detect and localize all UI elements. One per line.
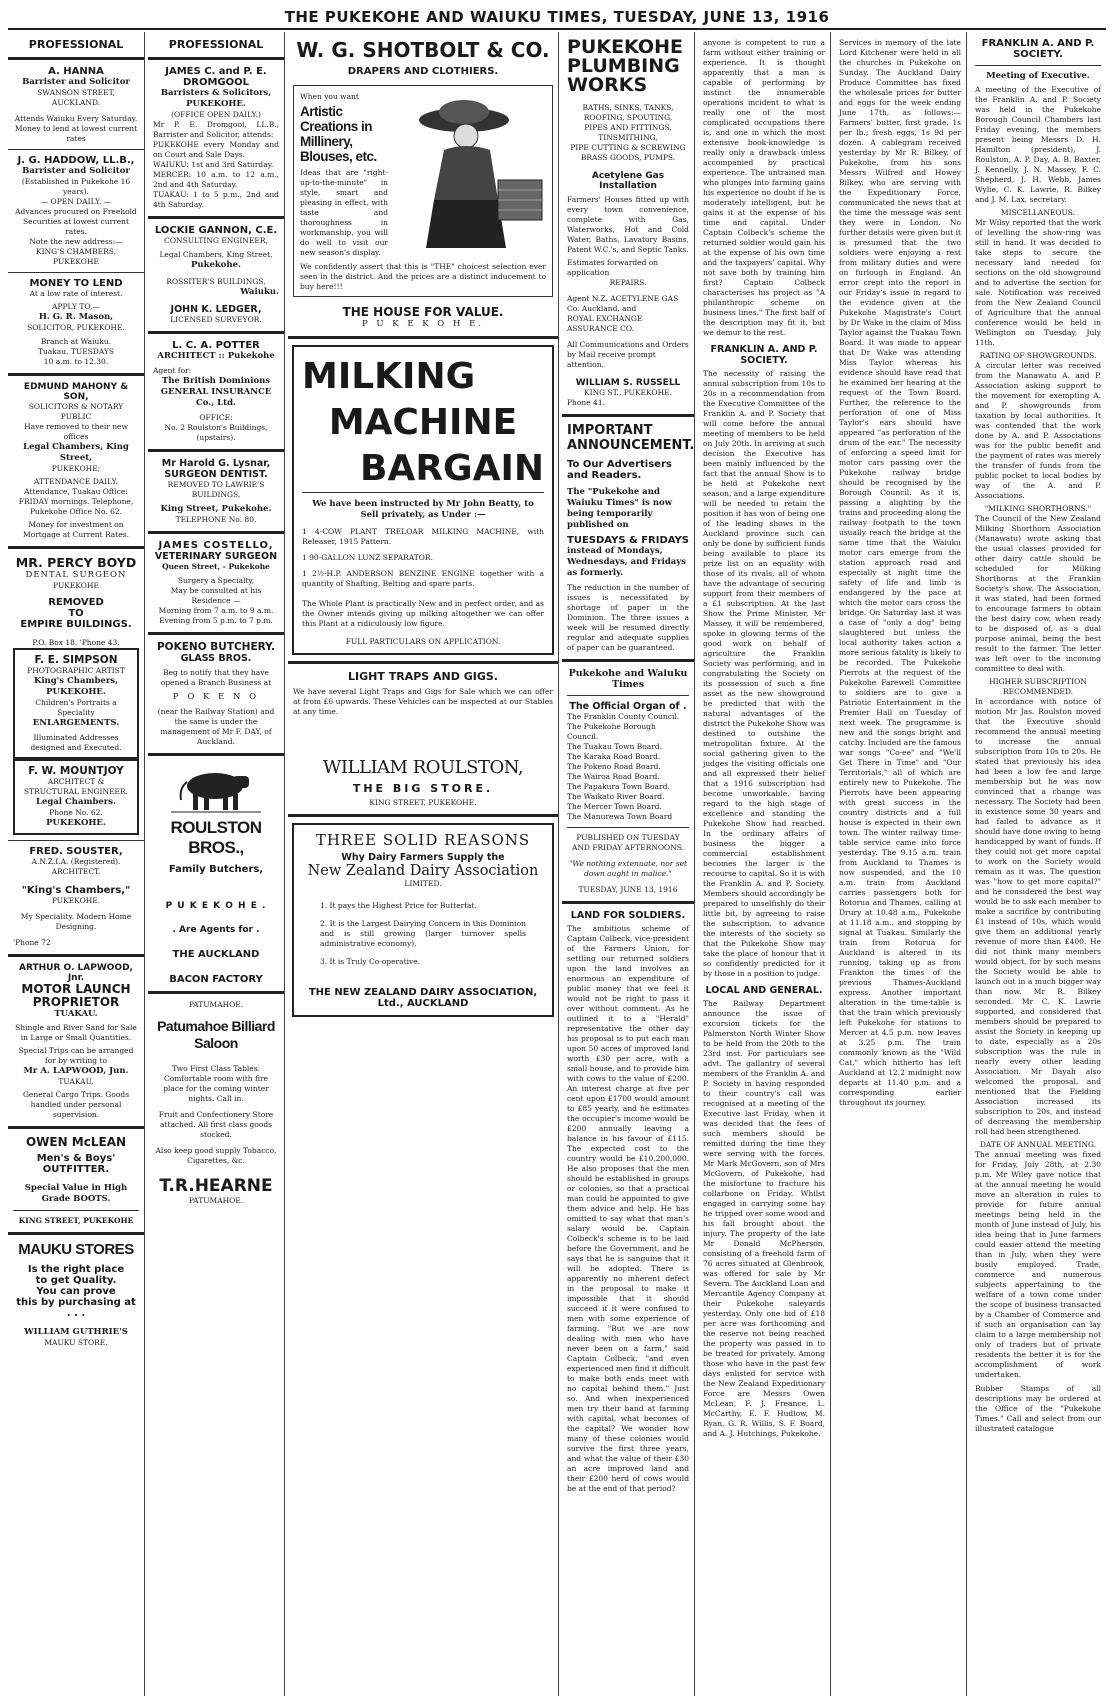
section-heading: PROFESSIONAL (28, 38, 124, 51)
shotbolt-ad-box: When you want Artistic Creations in Millinery, Blouses, etc. Ideas that are "right-up-to-the-minute" in style, smart and pleasing in effect, with taste and thoroughness in workmanship, you will do well to visit our new season's display. We confidently assert that this is "THE" choicest selection ever seen in the district. And the prices are a distinct inducement to buy here!!! (293, 85, 553, 297)
bull-icon (171, 762, 261, 814)
ad-boyd: MR. PERCY BOYD DENTAL SURGEON PUKEKOHE REMOVED TO EMPIRE BUILDINGS. P.O. Box 18. 'Phone 43. (15, 555, 137, 647)
column-society-report (970, 32, 1106, 1696)
ad-mclean: OWEN McLEAN Men's & Boys' OUTFITTER. Special Value in High Grade BOOTS. KING STREET, PUKEKOHE (13, 1135, 139, 1226)
article-local-continued: Services in memory of the late Lord Kitchener were held in all the churches in Pukekohe on Sunday. The Auckland Dairy Produce Committee has fixed the wholesale prices for butter and eggs for the week ending June 17th, as follows:—Farmers' butter, first grade, 1s per lb.; fresh eggs, 1s 9d per dozen. A cablegram received yesterday by Mr R. Bilkey, of Pukekohe, from his sons Messrs Wilfred and Howey Bilkey, who are serving with the Expeditionary Force, communicated the news that at the time the message was sent they were in London. No further details were given but it is presumed that the two soldiers were enjoying a rest from military duties and were on furlough in England. An error crept into the report in our Friday's issue in regard to the evidence given at the Pukekohe Magistrate's Court by Dr Wake in the claim of Miss Taylor against the Tuakau Town Board. It was made to appear that Dr Wake was attending Miss Taylor whereas his evidence should have read that he examined her hearing at the request of the Town Board. Further, the reference to the perforation of one of Miss Taylor's ears should have appeared "as perforation of the drum of the ear." The necessity of enforcing a speed limit for motor cars passing over the Pukekohe railway bridge should be recognised by the Borough Council. As it is, passing a alighting by the trains and proceeding along the railway footpath to the town usually reach the bridge at the same time that the Waiuku motor cars emerge from the station approach road and especially at night time the safety of life and limb is endangered by the pace at which the motor cars cross the bridge. On Saturday last it was a case of "only a dog" being slaughtered but unless the local authority takes action a more serious fatality is likely to be recorded. The Pukekohe Pierrots at the request of the Pukekohe Farewell Committee to soldiers are to give a Patriotic Entertainment in the Premier Hall on Tuesday of next week. The programme is new and the songs bright and catchy. Included are the famous war songs "Co-ee" and "We'll Get There in Time" and "Our Territorials," all of which are entirely new to Pukekohe. The Pierrots have been appearing with great success in the country districts and a full house is expected in their own town. The winter railway time-table service came into force yesterday. The 9.15 a.m. train from Auckland to Thames is now suspended, and the 10 a.m. train from Auckland carries passengers both for Rotorua and Thames, calling at Drury at 10.48 a.m., Pukekohe at 11.18 a.m., and stopping by signal at Tuakau. Similarly the train from Rotorua for Auckland is altered in its running, taking up as from Frankton the times of the previous Thames-Auckland express. Another important alteration in the time-table is that the train which previously left Pukekohe for stations to Mercer at 4.5 p.m. now leaves at 3.25 p.m. The train commonly known as the "Wild Cat," which hitherto has left Auckland at 12.2 midnight now departs at 11.40 p.m. and a corresponding earlier throughout its journey. (839, 38, 961, 1107)
section-heading: PROFESSIONAL (168, 38, 264, 51)
article-society-editorial: FRANKLIN A. AND P. SOCIETY. The necessity of raising the annual subscription from 10s to 20s in a recommendation from the Executive Committee of the Franklin A. and P. Society that will come before the annual meeting of members to be held on July 20th. In arriving at such decision the Executive has been mainly influenced by the fact that the annual Show is to be held at Pukekohe next season, and a large expenditure will be needed to retain the position it has won of being one of the leading shows in the Auckland province such can only be done by sufficient funds being available to place its prize list on an equality with those of its rivals, all of whom have the advantage of securing support from their members of a £1 subscription. At the last Show the Prime Minister, Mr Massey, it will be remembered, spoke in glowing terms of the good work on behalf of agriculture the Franklin Society was performing, and in congratulating the Society on its possession of such a fine asset as the new showground he predicted that with the natural advantages of the district the Pukekohe Show was destined to outshine the metropolitan fixture. At the social gathering given to the judges the visiting officials one and all expressed their belief that a 1916 subscription had become unworkable, having regard to the high stage of excellence and standing the Pukekohe Show had reached. In the ordinary affairs of business the bigger a commercial establishment becomes the larger is the recourse to capital. So it is with the Franklin A. and P. Society. Members should accordingly be prepared to unselfishly do their little bit, by agreeing to raise the subscription, to advance the interests of the society so that the Pukekohe Show may take the place of honour that it so confidently predicted for it by those in a position to judge. (703, 344, 825, 978)
ad-mauku: MAUKU STORES Is the right place to get Quality. You can prove this by purchasing at . . . WILLIAM GUTHRIE'S MAUKU STORE. (16, 1241, 136, 1347)
ad-lapwood: ARTHUR O. LAPWOOD, Jnr. MOTOR LAUNCH PROPRIETOR TUAKAU. Shingle and River Sand for Sale in Large or Small Quantities. Special Trips can be arranged for by writing to Mr A. LAPWOOD, Jun. TUAKAU. General Cargo Trips. Goods handled under personal supervision. (15, 963, 137, 1119)
ad-hanna: A. HANNA Barrister and Solicitor SWANSON STREET, AUCKLAND. Attends Waiuku Every Saturday. Money to lend at lowest current rates (14, 66, 138, 143)
column-display-ads (288, 32, 559, 1696)
ad-dairy-association: THREE SOLID REASONS Why Dairy Farmers Supply the New Zealand Dairy Association LIMITED. 1. It pays the Highest Price for Butterfat. 2. It is the Largest Dairying Concern in this Dominion and is still growing (larger turnover spells administrative economy). 3. It is Truly Co-operative. THE NEW ZEALAND DAIRY ASSOCIATION, Ltd., AUCKLAND (292, 823, 554, 1017)
article-continued: anyone is competent to run a farm without either training or experience. It is thought apparently that a man is capable of performing by instinct the innumerable operations incident to what is really one of the most complicated occupations there is, and one in which the most extensive book-knowledge is really only a drawback unless accompanied by practical experience. The untrained man who plunges into farming gains his experience no doubt if he is moderately intelligent, but he gains it at the expense of his time and capital. Under Captain Colbeck's scheme the returned soldier would gain his at the expense of his own time and the taxpayers' capital. Why not save both by training him first? Captain Colbeck characterises his project as "A philanthropic scheme on business lines." The first half of the description may fit it, but we demur to the rest. (703, 38, 825, 337)
article-franklin-society: FRANKLIN A. AND P. SOCIETY. Meeting of Executive. A meeting of the Executive of the Franklin A. and P. Society was held in the Pukekohe Borough Council Chambers last Friday evening, the members present being Messrs D. H. Hamilton (president), J. Roulston, A. P. Day, A. B. Baxter, J. Kennelly, J. N. Massey, F. C. Shepherd, J. H. Webb, James Wylie, C. K. Lawrie, R. Bilkey and J. M. Lax, secretary. MISCELLANEOUS. Mr Wilsy reported that the work of levelling the show-ring was still in hand. It was decided to take steps to secure the necessary land needed for sections on the old showground and to advertise the section for sale. Notification was received from the New Zealand Council of Agriculture that the annual conference would be held in Wellington on Tuesday, July 11th. RATING OF SHOWGROUNDS. A circular letter was received from the Manawatu A. and P. Association asking support to the movement for exempting A. and P. showgrounds from taxation by local authorities. It was contended that the work done by A. and P. Associations was for the public benefit and the payment of rates was merely the transfer of funds from the public pocket to local bodies by way of the A. and P. Associations. "MILKING SHORTHORNS." The Council of the New Zealand Milking Shorthorn Association (Manawatu) wrote asking that the usual classes provided for other dairy cattle should be scheduled for Milking Shorthorns at the Franklin Society's show. The Association, it was stated, had been formed to encourage farmers to obtain the best dairy cow, when ready to be disposed of, as a dual purpose animal, being the best result to the farmer. The letter was left over to the incoming committee to deal with. HIGHER SUBSCRIPTION RECOMMENDED. In accordance with notice of motion Mr Jas. Roulston moved that the Executive should recommend the annual meeting to increase the annual subscription from 10s to 20s. He stated that previously his idea had been a low fee and large membership but he was now convinced that a change was necessary. The Society had been in existence some 30 years and had failed to advance as it should have done owing to being handicapped by want of funds. If they could not get more capital to work on the Society would remain as it was. The question was "how to get more capital?" and he considered the best way would be to ask each member to make a sacrifice by contributing £1 instead of 10s, which would give them an additional yearly revenue of more than £400. He did not think many members would object, for by such means the Society would be able to launch out in a much bigger way than now. Mr R. Bilkey seconded. Mr C. K. Lawrie supported, and considered that members should be prepared to assist the Society in keeping up to date, especially as a 20s subscription was the rule in nearly every other leading Association. Mr Dayah also welcomed the proposal, and mentioned that the Fielding Association increased its subscription to 20s, and instead of decreasing the membership roll had been strengthened. DATE OF ANNUAL MEETING. The annual meeting was fixed for Friday, July 28th, at 2.30 p.m. Mr Wiley gave notice that at the annual meeting he would move an alteration in rules to provide for future annual meetings being held in the month of June instead of July, his idea being that in June farmers could easier attend the meeting than in July, when they were busily employed. Trade, commerce and numerous subjects appertaining to the welfare of a town come under the scope of business transacted by a Chamber of Commerce and if such an organisation can lay claim to a large membership not only of traders but of private residents the better it is for the accomplishment of work undertaken. Rubber Stamps of all descriptions may be ordered at the Office of the "Pukekohe Times." Call and select from our illustrated catalogue (975, 38, 1101, 1433)
column-professional-2 (148, 32, 285, 1696)
ad-souster: FRED. SOUSTER, A.N.Z.I.A. (Registered). ARCHITECT. "King's Chambers," PUKEKOHE. My Speciality. Modern Home Designing. 'Phone 72 (13, 846, 132, 947)
ad-plumbing: PUKEKOHE PLUMBING WORKS BATHS, SINKS, TANKS, ROOFING, SPOUTING, PIPES AND FITTINGS, TINSMITHING, PIPE CUTTING & SCREWING BRASS GOODS, PUMPS. Acetylene Gas Installation Farmers' Houses fitted up with every town convenience, complete with Gas, Waterworks, Hot and Cold Water, Baths, Lavatory Basins, Patent W.C.'s, and Septic Tanks. Estimates forwarded on application REPAIRS. Agent N.Z. ACETYLENE GAS Co. Auckland, and ROYAL EXCHANGE ASSURANCE CO. All Communications and Orders by Mail receive prompt attention. WILLIAM S. RUSSELL KING ST., PUKEKOHE. Phone 41. (567, 36, 689, 407)
ad-mahony: EDMUND MAHONY & SON, SOLICITORS & NOTARY PUBLIC Have removed to their new offices Legal Chambers, King Street, PUKEKOHE; ATTENDANCE DAILY. Attendance, Tuakau Office: FRIDAY mornings. Telephone, Pukekohe Office No. 62. Money for investment on Mortgage at Current Rates. (18, 382, 134, 539)
notice-announcement: IMPORTANT ANNOUNCEMENT. To Our Advertisers and Readers. The "Pukekohe and Waiuku Times" is now being temporarily published on TUESDAYS & FRIDAYS instead of Mondays, Wednesdays, and Fridays as formerly. The reduction in the number of issues is necessitated by shortage of paper in the Dominion. The three issues a week will be resumed directly regular and adequate supplies of paper can be guaranteed. (567, 423, 695, 652)
ad-potter: L. C. A. POTTER ARCHITECT :: Pukekohe Agent for: The British Dominions GENERAL INSURANCE Co., Ltd. OFFICE: No. 2 Roulston's Buildings, (upstairs). (153, 340, 275, 442)
ad-milking-machine: MILKING MACHINE BARGAIN We have been instructed by Mr John Beatty, to Sell privately, as Under :— 1 4-COW PLANT TRELOAR MILKING MACHINE, with Releaser, 1915 Pattern. 1 90-GALLON LUNZ SEPARATOR. 1 2½-H.P. ANDERSON BENZINE ENGINE together with a quantity of Shafting, Belting and spare parts. The Whole Plant is practically New and in perfect order, and as the Owner intends giving up milking altogether we can offer this Plant at a ridiculously low figure. FULL PARTICULARS ON APPLICATION. (292, 345, 554, 655)
article-local-general: LOCAL AND GENERAL. The Railway Department announce the issue of excursion tickets for the Palmerston North Winter Show to be held from the 20th to the 23rd inst. For particulars see advt. The gallantry of several members of the Franklin A. and P. Society in having responded to their country's call was recognised at a meeting of the Executive last Friday, when it was decided that the fees of such members should be remitted during the time they were serving with the forces. Mr Mark McGovern, son of Mrs McGovern, of Pukekohe, had the misfortune to fracture his collarbone on Friday. Whilst engaged in carrying some hay he tripped over some wood and his fall brought about the injury. The property of the late Mr Donald McPherson, consisting of a freehold farm of 76 acres situated at Glenbrook, was offered for sale by Mr Severn. The Auckland Loan and Mercantile Agency Company at their Pukekohe saleyards yesterday. Only one bid of £18 per acre was forthcoming and the reserve not being reached the property was passed in to be treated for privately. Among those who have in the past few days enlisted for service with the New Zealand Expeditionary Force are Messrs Owen McLean, F. J. Freance, L. McCarthy, E. F. Hudlow, M. Ryan, G. R. Willis, S. F. Board, and A. J. Hutchings, Pukekohe. (703, 985, 825, 1438)
ad-dromgool: JAMES C. and P. E. DROMGOOL Barristers & Solicitors, PUKEKOHE. (OFFICE OPEN DAILY.) Mr P. E. Dromgool, LL.B., Barrister and Solicitor, attends: PUKEKOHE every Monday and on Court and Sale Days. WAIUKU: 1st and 3rd Saturday. MERCER: 10 a.m. to 12 a.m., 2nd and 4th Saturday. TUAKAU: 1 to 5 p.m., 2nd and 4th Saturday. (153, 66, 279, 209)
ad-mason: MONEY TO LEND At a low rate of interest. APPLY TO,— H. G. R. Mason, SOLICITOR, PUKEKOHE. Branch at Waiuku. Tuakau, TUESDAYS 10 a.m. to 12.30. (27, 278, 125, 366)
ad-shotbolt: W. G. SHOTBOLT & CO. DRAPERS AND CLOTHIERS. When you want Artistic Creations in Millinery, Blouses, etc. Ideas that are "right-up-to-the-minute" in style, smart and pleasing in effect, with taste and thoroughness in workmanship, you will do well to visit our new season's display. We confidently assert that this is "THE" choicest selection ever seen in the district. And the prices are a distinct inducement to buy here!!! THE HOUSE FOR VALUE. P U K E K O H E. (293, 38, 553, 330)
columns (8, 32, 1106, 1696)
ad-costello: JAMES COSTELLO, VETERINARY SURGEON Queen Street, - Pukekohe Surgery a Specialty, May be consulted at his Residence — Morning from 7 a.m. to 9 a.m. Evening from 5 p.m. to 7 p.m. (154, 540, 278, 625)
ad-mountjoy: F. W. MOUNTJOY ARCHITECT & STRUCTURAL ENGINEER. Legal Chambers. Phone No. 62. PUKEKOHE. (13, 759, 139, 835)
newspaper-page (8, 6, 1106, 1696)
notice-official-organ: Pukekohe and Waiuku Times The Official Organ of . The Franklin County Council. The Pukekohe Borough Council. The Tuakau Town Board. The Karaka Road Board. The Pokeno Road Board. The Wairoa Road Board. The Papakura Town Board. The Waikato River Board. The Mercer Town Board. The Manurewa Town Board PUBLISHED ON TUESDAY AND FRIDAY AFTERNOONS. "We nothing extenuate, nor set down aught in malice." TUESDAY, JUNE 13, 1916 (567, 668, 688, 894)
article-land-for-soldiers: LAND FOR SOLDIERS. The ambitious scheme of Captain Colbeck, vice-president of the Farmers Union, for settling our returned soldiers upon the land involves an enormous an expenditure of public money that we feel it would not be right to pass it over without comment. As he outlined it to a "Herald" representative the other day his proposal is to put each man upon 50 acres of improved land worth £30 per acre, with a small house, and to provide him with cows to the value of £200. An interest charge at five per cent upon £1700 would amount to £85 yearly, and he estimates the occupier's income would be £200 annually leaving a balance in his favour of £115. The expected cost to the country would be £10,200,000. He also proposes that the men should be established in groups or colonies, so that a practical man could be appointed to give them advice and help. He has omitted to say what that man's salary would be. Captain Colbeck's scheme is to be laid before the Government, and he says that he is sanguine that it will be adopted. There is apparently no inherent defect in the proposal to make it impossible that it should succeed if it were confined to men with some experience of farming. "But we are now dealing with men who have never been on a farm," said Captain Colbeck, "and even experienced men find it difficult to make both ends meet with no capital behind them." Just so. And when inexperienced men try their hand at farming with capital, what becomes of the capital? We wonder how many of these colonies would survive the first three years, and what the value of their £30 an acre improved land and their £200 herd of cows would be at the end of that period? (567, 910, 689, 1493)
ad-pokeno: POKENO BUTCHERY. GLASS BROS. Beg to notify that they have opened a Branch Business at P O K E N O (near the Railway Station) and the same is under the management of Mr F. DAY, of Auckland. (156, 641, 276, 746)
column-news-2 (834, 32, 967, 1696)
ad-light-traps: LIGHT TRAPS AND GIGS. We have several Light Traps and Gigs for Sale which we can offer at from £6 upwards. These Vehicles can be inspected at our Stables at any time. WILLIAM ROULSTON, THE BIG STORE. KING STREET, PUKEKOHE. (293, 670, 553, 807)
column-professional-1 (8, 32, 145, 1696)
ad-lysnar: Mr Harold G. Lysnar, SURGEON DENTIST. REMOVED TO LAWRIE'S BUILDINGS, King Street, Pukekohe. TELEPHONE No. 80. (160, 458, 272, 524)
ad-roulston-bros: ROULSTON BROS., Family Butchers, P U K E K O H E . . Are Agents for . THE AUCKLAND BACON FACTORY (153, 762, 279, 985)
ad-patumahoe-billiard: PATUMAHOE. Patumahoe Billiard Saloon Two First Class Tables. Comfortable room with fire place for the coming winter nights. Call in. Fruit and Confectionery Store attached. All first class goods stocked. Also keep good supply Tobacco, Cigarettes, &c. T.R.HEARNE PATUMAHOE. (155, 1000, 277, 1205)
milliner-illustration-icon (394, 90, 554, 250)
column-plumbing-announcements (562, 32, 695, 1696)
ad-simpson: F. E. SIMPSON PHOTOGRAPHIC ARTIST King's Chambers, PUKEKOHE. Children's Portraits a Speciality ENLARGEMENTS. Illuminated Addresses designed and Executed. (13, 648, 139, 759)
ad-haddow: J. G. HADDOW, LL.B., Barrister and Solicitor (Established in Pukekohe 16 years). — OPEN DAILY. — Advances procured on Freehold Securities at lowest current rates. Note the new address:— KING'S CHAMBERS, PUKEKOHE (15, 155, 137, 266)
ad-gannon: LOCKIE GANNON, C.E. CONSULTING ENGINEER, Legal Chambers, King Street, Pukekohe. ROSSITER'S BUILDINGS, Waiuku. JOHN K. LEDGER, LICENSED SURVEYOR. (154, 225, 279, 324)
masthead: THE PUKEKOHE AND WAIUKU TIMES, TUESDAY, JUNE 13, 1916 (8, 6, 1106, 30)
column-news-1 (698, 32, 831, 1696)
